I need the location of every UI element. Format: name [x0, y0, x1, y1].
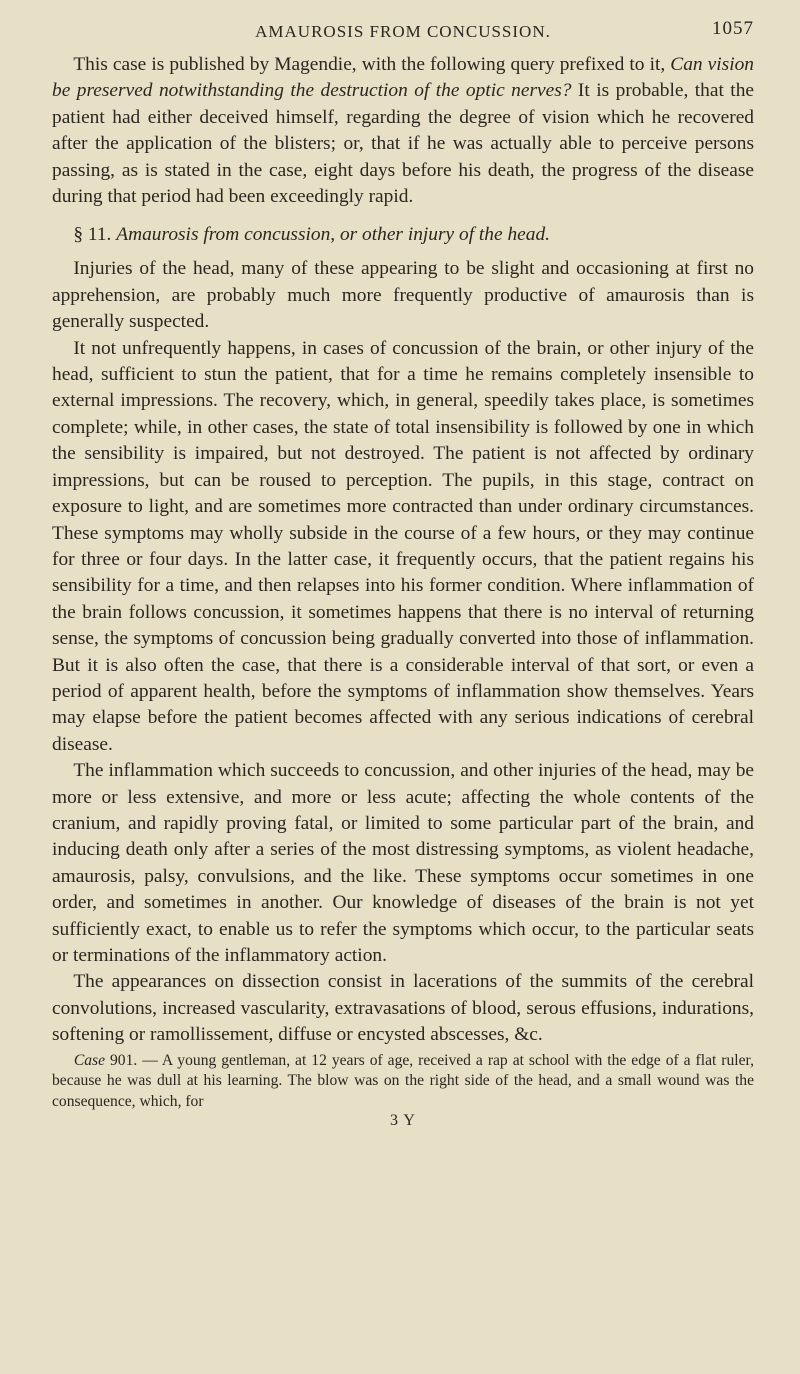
page-header	[52, 18, 754, 52]
intro-text-a: This case is published by Magendie, with the following query prefixed to it,	[73, 54, 671, 75]
paragraph-inflammation: The inflammation which succeeds to concussion, and other injuries of the head, may be more or less extensive, and more or less acute; affecting the whole contents of the cranium, and rapidly proving fatal, or limited to some particular part of the brain, and inducing death only after a series of the most distressing symptoms, as violent headache, amaurosis, palsy, convulsions, and the like. These symptoms occur sometimes in one order, and sometimes in another. Our knowledge of diseases of the brain is not yet sufficiently exact, to enable us to refer the symptoms which occur, to the particular seats or terminations of the inflammatory action.	[52, 760, 754, 966]
section-number: § 11.	[73, 224, 112, 246]
case-text: 901. — A young gentleman, at 12 years of age, received a rap at school with the edge of a flat ruler, because he was dull at his learning. The blow was on the right side of the head, and a small wound was the consequence, which, for	[52, 1051, 754, 1110]
paragraph-concussion: It not unfrequently happens, in cases of concussion of the brain, or other injury of the head, sufficient to stun the patient, that for a time he remains completely insensible to external impressions. The recovery, which, in general, speedily takes place, is sometimes complete; while, in other cases, the state of total insensibility is followed by one in which the sensibility is impaired, but not destroyed. The patient is not affected by ordinary impressions, but can be roused to perception. The pupils, in this stage, contract on exposure to light, and are sometimes more contracted than under ordinary circumstances. These symptoms may wholly subside in the course of a few hours, or they may continue for three or four days. In the latter case, it frequently occurs, that the patient regains his sensibility for a time, and then relapses into his former condition. Where inflammation of the brain follows concussion, it sometimes happens that there is no interval of returning sense, the symptoms of concussion being gradually converted into those of inflammation. But it is also often the case, that there is a considerable interval of that sort, or even a period of apparent health, before the symptoms of inflammation show themselves. Years may elapse before the patient becomes affected with any serious indications of cerebral disease.	[52, 337, 754, 755]
case-paragraph	[52, 1051, 754, 1113]
case-label: Case	[73, 1051, 106, 1069]
intro-paragraph	[52, 52, 754, 210]
intro-text-b: It is probable, that the patient had either deceived himself, regarding the degree of vision which he recovered after the application of the blisters; or, that if he was actually able to perceive persons passing, as is stated in the case, eight days before his death, the progress of the disease during that period had been exceedingly rapid.	[52, 80, 754, 208]
section-heading	[52, 222, 754, 248]
page-number: 1057	[712, 18, 754, 39]
paragraph-injuries: Injuries of the head, many of these appearing to be slight and occasioning at first no apprehension, are probably much more frequently productive of amaurosis than is generally suspected.	[52, 258, 754, 333]
signature-mark: 3 Y	[390, 1112, 416, 1130]
paragraph-dissection: The appearances on dissection consist in lacerations of the summits of the cerebral convolutions, increased vascularity, extravasations of blood, serous effusions, indurations, softening or ramollissement, diffuse or encysted abscesses, &c.	[52, 971, 754, 1046]
section-title: Amaurosis from concussion, or other injury of the head.	[116, 224, 551, 246]
running-title: AMAUROSIS FROM CONCUSSION.	[255, 22, 551, 41]
intro-query: Can vision be preserved notwithstanding the destruction of the optic nerves?	[52, 54, 754, 102]
